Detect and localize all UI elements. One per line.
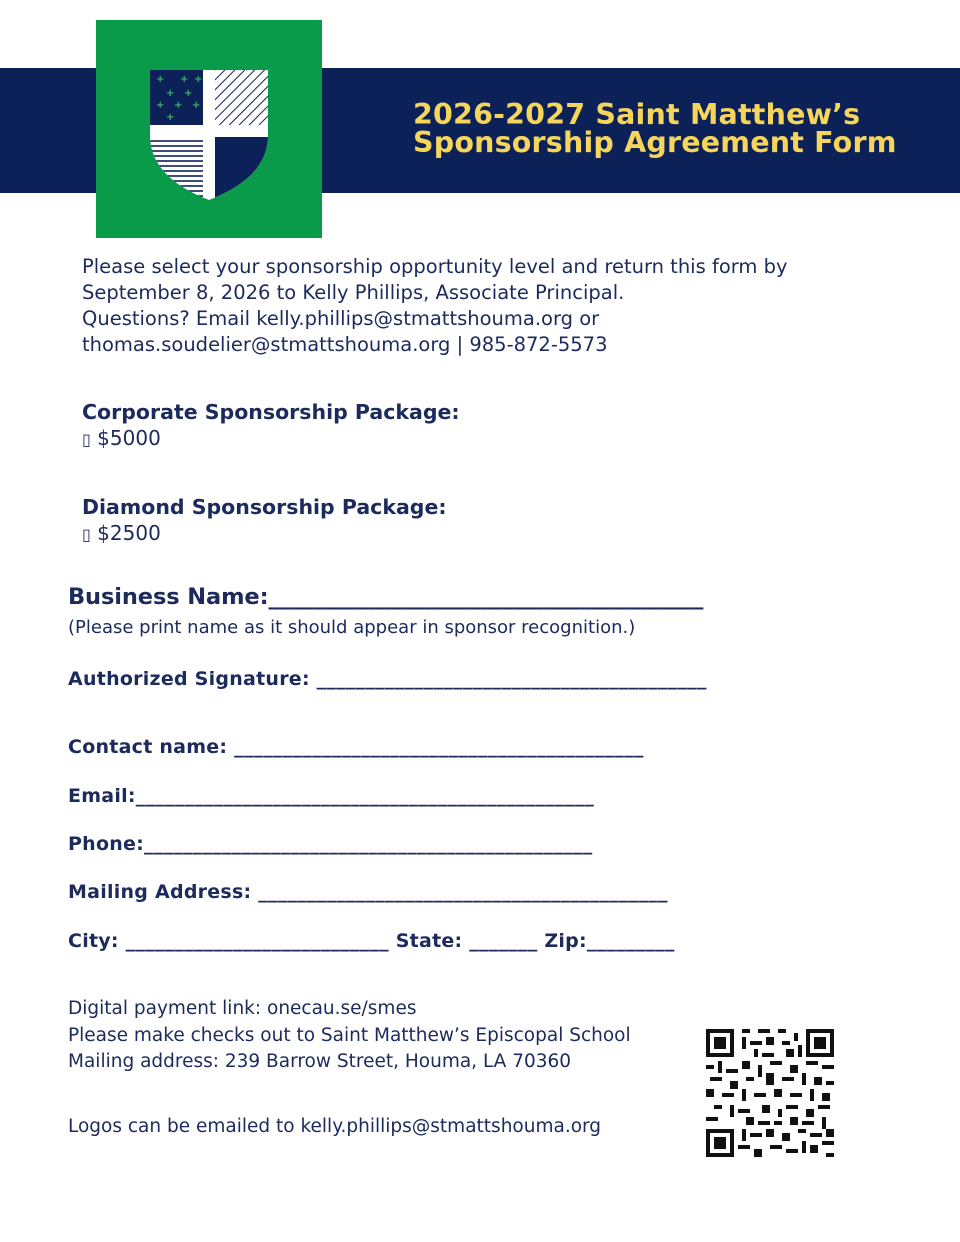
svg-text:+: + xyxy=(192,100,201,111)
intro-line: September 8, 2026 to Kelly Phillips, Associate Principal. xyxy=(82,281,625,304)
package-amount: $2500 xyxy=(97,521,161,545)
episcopal-shield-icon xyxy=(96,20,322,238)
school-logo xyxy=(96,20,322,238)
diamond-package xyxy=(82,494,682,548)
mailing-address-field[interactable]: Mailing Address: __________________________________________ xyxy=(68,881,668,903)
qr-code-icon[interactable] xyxy=(706,1029,834,1157)
svg-text:+: + xyxy=(174,100,183,111)
svg-text:+: + xyxy=(180,74,189,85)
svg-text:+: + xyxy=(166,88,175,99)
package-option xyxy=(82,425,682,453)
title-line-1: 2026-2027 Saint Matthew’s xyxy=(413,98,861,131)
package-option xyxy=(82,520,682,548)
svg-text:+: + xyxy=(156,100,165,111)
corporate-package xyxy=(82,399,682,453)
logos-note: Logos can be emailed to kelly.phillips@stmattshouma.org xyxy=(68,1116,602,1137)
business-name-note: (Please print name as it should appear in sponsor recognition.) xyxy=(68,617,636,638)
checkbox-icon[interactable]: ▯ xyxy=(82,430,91,449)
payment-info xyxy=(68,996,631,1076)
contact-name-field[interactable]: Contact name: __________________________________________ xyxy=(68,736,644,758)
email-field[interactable]: Email:_______________________________________________ xyxy=(68,785,594,807)
checkbox-icon[interactable]: ▯ xyxy=(82,525,91,544)
package-amount: $5000 xyxy=(97,426,161,450)
page-title xyxy=(413,98,953,159)
svg-text:+: + xyxy=(166,112,175,123)
business-name-field[interactable]: Business Name:_______________________________________ xyxy=(68,584,704,610)
intro-line: Questions? Email kelly.phillips@stmattshouma.org or xyxy=(82,307,600,330)
intro-line: Please select your sponsorship opportunity level and return this form by xyxy=(82,255,788,278)
instructions xyxy=(82,254,842,358)
payment-link[interactable]: Digital payment link: onecau.se/smes xyxy=(68,998,417,1019)
phone-field[interactable]: Phone:______________________________________________ xyxy=(68,833,593,855)
svg-text:+: + xyxy=(194,74,203,85)
city-state-zip-field[interactable]: City: ___________________________ State: _______ Zip:_________ xyxy=(68,930,675,952)
title-line-2: Sponsorship Agreement Form xyxy=(413,126,897,159)
checks-note: Please make checks out to Saint Matthew’s Episcopal School xyxy=(68,1024,631,1046)
package-heading: Diamond Sponsorship Package: xyxy=(82,495,447,519)
mailing-address-note: Mailing address: 239 Barrow Street, Houma, LA 70360 xyxy=(68,1051,572,1072)
package-heading: Corporate Sponsorship Package: xyxy=(82,400,460,424)
authorized-signature-field[interactable]: Authorized Signature: ________________________________________ xyxy=(68,668,707,690)
svg-text:+: + xyxy=(156,74,165,85)
svg-text:+: + xyxy=(184,88,193,99)
intro-line: thomas.soudelier@stmattshouma.org | 985-872-5573 xyxy=(82,333,608,356)
